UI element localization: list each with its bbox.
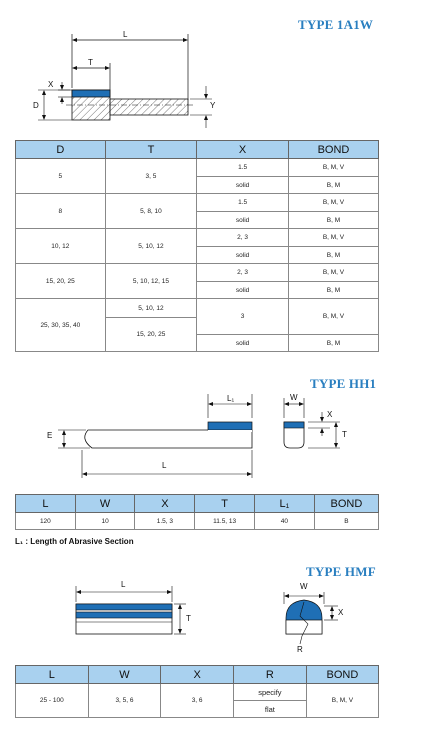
cell-bond: B, M <box>288 282 378 299</box>
cell-d: 8 <box>16 194 106 229</box>
col-header-x: X <box>161 666 234 684</box>
cell-bond: B, M, V <box>306 684 378 718</box>
cell-x: 1.5 <box>197 194 289 212</box>
cell-r: flat <box>233 701 306 718</box>
col-header-t: T <box>105 141 197 159</box>
cell-x: 3, 6 <box>161 684 234 718</box>
table-row <box>16 194 379 212</box>
dim-label-e: E <box>47 431 53 440</box>
cell-bond: B, M, V <box>288 299 378 335</box>
table-row <box>16 684 379 701</box>
cell-x: 3 <box>197 299 289 335</box>
cell-w: 10 <box>75 513 135 530</box>
cell-l: 25 - 100 <box>16 684 89 718</box>
dim-label-w: W <box>300 582 308 591</box>
cell-x: solid <box>197 247 289 264</box>
col-header-bond: BOND <box>288 141 378 159</box>
col-header-l: L <box>16 495 76 513</box>
cell-t: 15, 20, 25 <box>105 318 197 352</box>
type-hmf-diagram <box>60 580 360 660</box>
col-header-r: R <box>233 666 306 684</box>
col-header-x: X <box>135 495 195 513</box>
cell-bond: B, M <box>288 247 378 264</box>
cell-r: specify <box>233 684 306 701</box>
cell-x: 2, 3 <box>197 264 289 282</box>
dim-label-w: W <box>290 393 298 402</box>
type-hh1-diagram <box>40 388 370 483</box>
dim-label-l: L <box>123 30 128 39</box>
col-header-w: W <box>88 666 161 684</box>
table-row <box>16 159 379 177</box>
cell-x: solid <box>197 282 289 299</box>
cell-t: 5, 10, 12 <box>105 299 197 318</box>
dim-label-l: L <box>121 580 126 589</box>
col-header-x: X <box>197 141 289 159</box>
cell-bond: B, M, V <box>288 194 378 212</box>
cell-t: 11.5, 13 <box>195 513 255 530</box>
dim-label-t: T <box>186 614 191 623</box>
cell-bond: B, M, V <box>288 159 378 177</box>
dim-label-x: X <box>338 608 344 617</box>
table-row <box>16 229 379 247</box>
type-hmf-table <box>15 665 379 718</box>
cell-t: 5, 10, 12 <box>105 229 197 264</box>
cell-x: solid <box>197 177 289 194</box>
col-header-l: L <box>16 666 89 684</box>
type-1a1w-title: TYPE 1A1W <box>298 17 374 32</box>
dim-label-t: T <box>88 58 93 67</box>
col-header-d: D <box>16 141 106 159</box>
table-row <box>16 299 379 313</box>
dim-label-x: X <box>48 80 54 89</box>
cell-d: 25, 30, 35, 40 <box>16 299 106 352</box>
col-header-w: W <box>75 495 135 513</box>
dim-label-d: D <box>33 101 39 110</box>
cell-bond: B, M, V <box>288 229 378 247</box>
type-hh1-title: TYPE HH1 <box>310 376 377 391</box>
cell-d: 10, 12 <box>16 229 106 264</box>
col-header-l1: L₁ <box>255 495 315 513</box>
cell-x: solid <box>197 212 289 229</box>
cell-bond: B, M <box>288 335 378 352</box>
cell-l1: 40 <box>255 513 315 530</box>
cell-d: 15, 20, 25 <box>16 264 106 299</box>
cell-x: 1.5 <box>197 159 289 177</box>
dim-label-l1: L₁ <box>227 394 235 403</box>
cell-x: 1.5, 3 <box>135 513 195 530</box>
cell-w: 3, 5, 6 <box>88 684 161 718</box>
type-1a1w-diagram <box>30 28 230 138</box>
table-row <box>16 513 379 530</box>
dim-label-y: Y <box>210 101 216 110</box>
cell-l: 120 <box>16 513 76 530</box>
type-hh1-table <box>15 494 379 530</box>
cell-bond: B <box>314 513 378 530</box>
footnote: L₁ : Length of Abrasive Section <box>15 537 134 546</box>
dim-label-x: X <box>327 410 333 419</box>
cell-bond: B, M <box>288 212 378 229</box>
dim-label-l: L <box>162 461 167 470</box>
cell-bond: B, M <box>288 177 378 194</box>
cell-x: 2, 3 <box>197 229 289 247</box>
cell-t: 5, 10, 12, 15 <box>105 264 197 299</box>
col-header-bond: BOND <box>314 495 378 513</box>
cell-d: 5 <box>16 159 106 194</box>
cell-t: 3, 5 <box>105 159 197 194</box>
col-header-bond: BOND <box>306 666 378 684</box>
type-1a1w-table <box>15 140 379 352</box>
type-hmf-title: TYPE HMF <box>306 564 376 579</box>
dim-label-r: R <box>297 645 303 654</box>
col-header-t: T <box>195 495 255 513</box>
table-row <box>16 264 379 282</box>
dim-label-t: T <box>342 430 347 439</box>
cell-bond: B, M, V <box>288 264 378 282</box>
cell-t: 5, 8, 10 <box>105 194 197 229</box>
cell-x: solid <box>197 335 289 352</box>
